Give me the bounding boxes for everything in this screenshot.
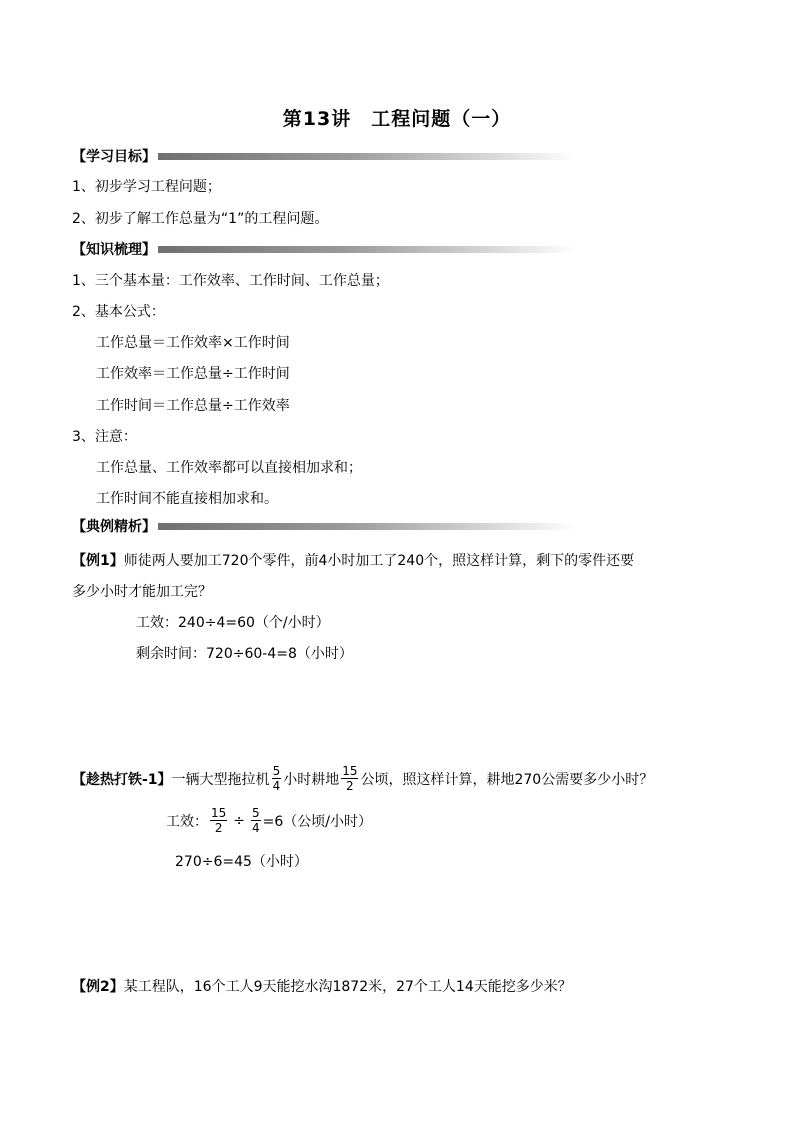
fraction-numerator: 15 [211, 806, 227, 820]
fraction-denominator: 2 [214, 821, 223, 835]
formula-line: 工作总量＝工作效率×工作时间 [96, 335, 290, 351]
goal-item: 2、初步了解工作总量为“1”的工程问题。 [72, 211, 329, 227]
example-label: 【例2】 [72, 979, 124, 995]
example-label: 【例1】 [72, 553, 124, 569]
section-header-goals [72, 146, 576, 166]
fraction-denominator: 4 [272, 779, 281, 793]
note-line: 工作总量、工作效率都可以直接相加求和； [96, 460, 362, 476]
fraction [341, 764, 358, 793]
knowledge-item: 3、注意： [72, 429, 137, 445]
solution-line: 270÷6=45（小时） [175, 854, 308, 870]
fraction [272, 764, 282, 793]
solution-line: 工效：240÷4=60（个/小时） [136, 615, 330, 631]
practice-solution-line [166, 806, 372, 835]
section-header-knowledge [72, 239, 576, 259]
section-divider-bar [158, 153, 576, 160]
practice-text: 公顷，照这样计算，耕地270公需要多少小时？ [360, 771, 654, 788]
section-label: 【典例精析】 [72, 519, 156, 535]
note-line: 工作时间不能直接相加求和。 [96, 491, 278, 507]
goal-item: 1、初步学习工程问题； [72, 179, 221, 195]
fraction-denominator: 4 [252, 821, 260, 835]
example-text: 多少小时才能加工完？ [72, 584, 212, 600]
example-1-question [72, 550, 634, 570]
fraction-numerator: 5 [272, 764, 281, 778]
formula-line: 工作效率＝工作总量÷工作时间 [96, 366, 290, 382]
solution-suffix: =6（公顷/小时） [262, 813, 373, 830]
practice-text: 一辆大型拖拉机 [171, 771, 270, 788]
division-operator: ÷ [233, 812, 246, 829]
formula-line: 工作时间＝工作总量÷工作效率 [96, 398, 290, 414]
section-divider-bar [158, 523, 576, 530]
section-label: 【知识梳理】 [72, 242, 156, 258]
fraction-numerator: 15 [342, 764, 358, 778]
page-title: 第13讲 工程问题（一） [282, 108, 512, 130]
fraction-numerator: 5 [252, 806, 260, 820]
fraction [210, 806, 227, 835]
solution-prefix: 工效： [166, 813, 208, 830]
section-header-examples [72, 516, 576, 536]
example-text: 某工程队，16个工人9天能挖水沟1872米，27个工人14天能挖多少米？ [123, 979, 572, 995]
knowledge-item: 2、基本公式： [72, 304, 165, 320]
knowledge-item: 1、三个基本量：工作效率、工作时间、工作总量； [72, 273, 389, 289]
example-2-question [72, 976, 572, 996]
practice-text: 小时耕地 [283, 771, 340, 788]
section-label: 【学习目标】 [72, 149, 156, 165]
example-text: 师徒两人要加工720个零件，前4小时加工了240个，照这样计算，剩下的零件还要 [123, 553, 635, 569]
fraction [251, 806, 261, 835]
fraction-denominator: 2 [346, 779, 354, 793]
section-divider-bar [158, 246, 576, 253]
solution-line: 剩余时间：720÷60-4=8（小时） [136, 646, 353, 662]
practice-label: 【趁热打铁-1】 [72, 771, 172, 788]
practice-1-question [72, 764, 653, 793]
